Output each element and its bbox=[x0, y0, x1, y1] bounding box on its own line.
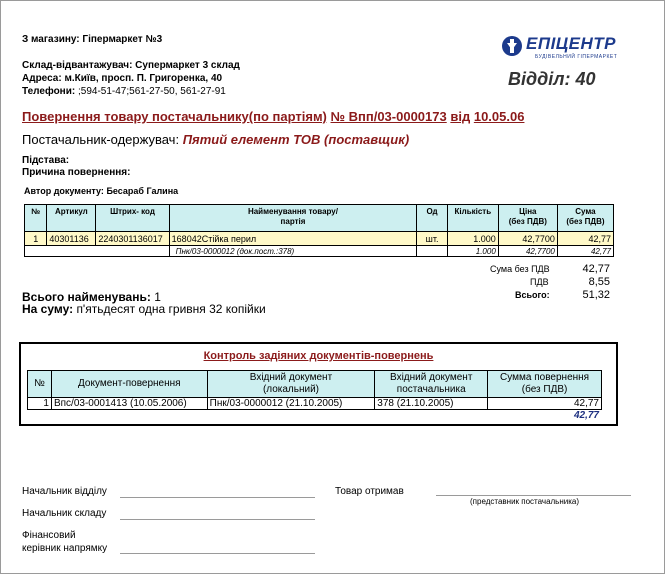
col-price: Ціна (без ПДВ) bbox=[498, 205, 557, 232]
subrow-sum: 42,77 bbox=[557, 246, 613, 257]
subrow-qty: 1.000 bbox=[447, 246, 498, 257]
total-value: 51,32 bbox=[582, 289, 610, 301]
items-header-row bbox=[25, 205, 614, 232]
col-unit: Од bbox=[417, 205, 448, 232]
control-header-row bbox=[28, 371, 602, 398]
control-total: 42,77 bbox=[573, 410, 599, 421]
row-article: 40301136 bbox=[47, 232, 96, 246]
author-value: Бесараб Галина bbox=[106, 186, 179, 196]
col-qty: Кількість bbox=[447, 205, 498, 232]
shop-line: З магазину: Гіпермаркет №3 bbox=[22, 34, 163, 45]
row-unit: шт. bbox=[417, 232, 448, 246]
title-number: № Впп/03-0000173 bbox=[330, 109, 447, 124]
count-value: 1 bbox=[154, 290, 161, 304]
document-title bbox=[22, 109, 524, 124]
supplier-label: Постачальник-одержувач: bbox=[22, 132, 180, 147]
author-label: Автор документу: bbox=[24, 186, 104, 196]
author-line bbox=[24, 186, 178, 196]
sum-words-value: п'ятьдесят одна гривня 32 копійки bbox=[76, 302, 266, 316]
sum-words-label: На суму: bbox=[22, 302, 74, 316]
supplier-line bbox=[22, 132, 409, 147]
sig-warehouse-head-label: Начальник складу bbox=[22, 508, 107, 519]
supplier-value: Пятий елемент ТОВ (поставщик) bbox=[182, 132, 410, 147]
vat-label: ПДВ bbox=[530, 277, 549, 287]
sig-goods-received-line bbox=[436, 495, 631, 496]
phones-label: Телефони: bbox=[22, 86, 76, 97]
count-label: Всього найменувань: bbox=[22, 290, 151, 304]
department: Відділ: 40 bbox=[508, 69, 596, 89]
ctrl-col-no: № bbox=[28, 371, 52, 398]
subrow-batch: Пнк/03-0000012 (док.пост.:378) bbox=[169, 246, 417, 257]
col-sum: Сума (без ПДВ) bbox=[557, 205, 613, 232]
control-table bbox=[27, 370, 602, 410]
title-date: 10.05.06 bbox=[473, 109, 525, 124]
warehouse-line: Склад-відвантажувач: Супермаркет 3 склад bbox=[22, 60, 240, 71]
row-no: 1 bbox=[25, 232, 47, 246]
sig-fin-label-1: Фінансовий bbox=[22, 530, 76, 541]
col-name: Найменування товару/ партія bbox=[169, 205, 417, 232]
subrow-price: 42,7700 bbox=[498, 246, 557, 257]
address-line: Адреса: м.Київ, просп. П. Григоренка, 40 bbox=[22, 73, 223, 84]
items-table bbox=[24, 204, 614, 257]
ctrl-col-return-doc: Документ-повернення bbox=[51, 371, 207, 398]
table-subrow bbox=[25, 246, 614, 257]
col-article: Артикул bbox=[47, 205, 96, 232]
sig-dept-head-line bbox=[120, 497, 315, 498]
ctrl-row-amount: 42,77 bbox=[488, 398, 602, 410]
ctrl-row-return-doc: Впс/03-0001413 (10.05.2006) bbox=[51, 398, 207, 410]
table-row bbox=[28, 398, 602, 410]
epicentr-logo-icon bbox=[502, 36, 522, 56]
row-price: 42,7700 bbox=[498, 232, 557, 246]
table-row bbox=[25, 232, 614, 246]
sum-no-vat-label: Сума без ПДВ bbox=[490, 264, 550, 274]
ctrl-col-local-doc: Вхідний документ (локальний) bbox=[207, 371, 375, 398]
row-qty: 1.000 bbox=[447, 232, 498, 246]
total-label: Всього: bbox=[515, 290, 550, 300]
logo-text: ЕПІЦЕНТР bbox=[526, 34, 617, 53]
sig-supplier-rep-note: (представник постачальника) bbox=[470, 497, 580, 506]
sig-warehouse-head-line bbox=[120, 519, 315, 520]
phones-value: ;594-51-47;561-27-50, 561-27-91 bbox=[75, 86, 226, 97]
sig-fin-line bbox=[120, 553, 315, 554]
sum-words-line bbox=[22, 302, 266, 316]
ctrl-col-supplier-doc: Вхідний документ постачальника bbox=[375, 371, 488, 398]
col-no: № bbox=[25, 205, 47, 232]
sig-fin-label-2: керівник напрямку bbox=[22, 543, 108, 554]
logo-subtext: БУДІВЕЛЬНИЙ ГІПЕРМАРКЕТ bbox=[535, 54, 618, 60]
basis-label: Підстава: bbox=[22, 155, 70, 166]
sig-dept-head-label: Начальник відділу bbox=[22, 486, 107, 497]
row-sum: 42,77 bbox=[557, 232, 613, 246]
control-title: Контроль задіяних документів-повернень bbox=[203, 350, 434, 362]
ctrl-col-amount: Сумма повернення (без ПДВ) bbox=[488, 371, 602, 398]
control-box bbox=[19, 342, 618, 426]
sig-goods-received-label: Товар отримав bbox=[335, 486, 404, 497]
row-name: 168042Стійка перил bbox=[169, 232, 417, 246]
ctrl-row-supplier-doc: 378 (21.10.2005) bbox=[375, 398, 488, 410]
title-from: від bbox=[450, 109, 471, 124]
ctrl-row-local-doc: Пнк/03-0000012 (21.10.2005) bbox=[207, 398, 375, 410]
row-barcode: 2240301136017 bbox=[96, 232, 169, 246]
phones-line bbox=[22, 86, 226, 97]
reason-label: Причина повернення: bbox=[22, 167, 131, 178]
sum-no-vat-value: 42,77 bbox=[582, 263, 610, 275]
col-barcode: Штрих- код bbox=[96, 205, 169, 232]
title-text: Повернення товару постачальнику(по партіям) bbox=[22, 109, 327, 124]
vat-value: 8,55 bbox=[588, 276, 610, 288]
ctrl-row-no: 1 bbox=[28, 398, 52, 410]
